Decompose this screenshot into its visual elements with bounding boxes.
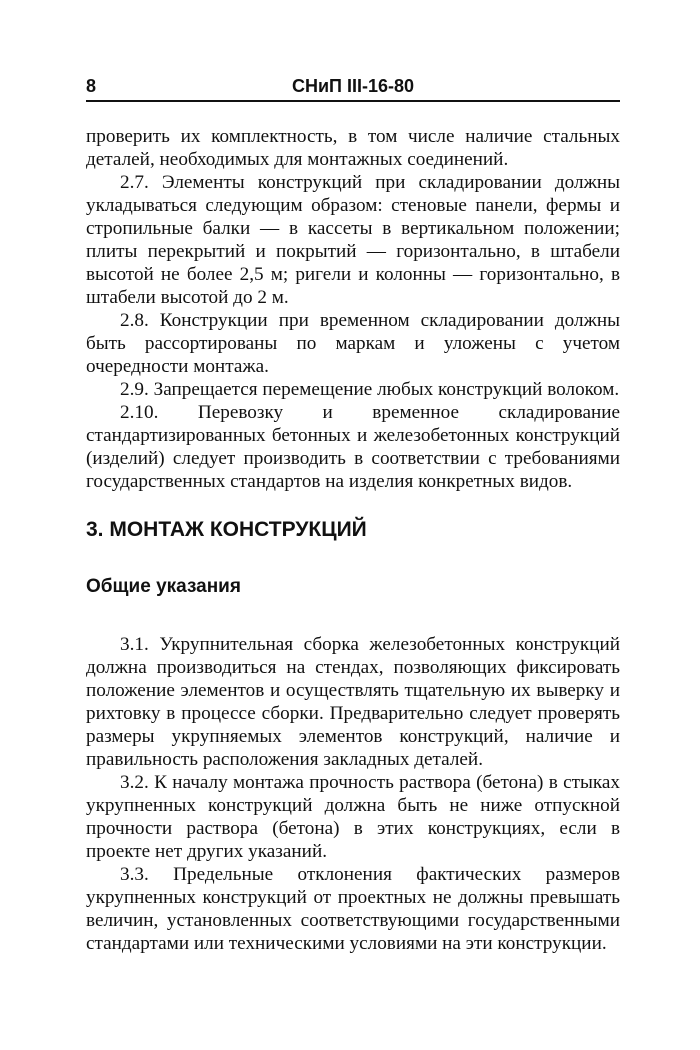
- paragraph-3-3: [86, 863, 620, 955]
- paragraph-text: Предельные отклонения фактических размеров укрупненных конструкций от проектных не должны превышать величин, установленных соответствующими государственными стандартами или техническими условиями на эти конструкции.: [86, 864, 621, 954]
- paragraph-number: 2.10.: [120, 402, 159, 423]
- paragraph-number: 2.8.: [120, 310, 149, 331]
- paragraph-2-8: [86, 309, 620, 378]
- paragraph-2-9: [86, 378, 620, 401]
- paragraph-2-7: [86, 171, 620, 309]
- section-title: 3. МОНТАЖ КОНСТРУКЦИЙ: [86, 518, 367, 541]
- page-header: [86, 76, 620, 102]
- paragraph-text: проверить их комплектность, в том числе наличие стальных деталей, необходимых для монтажных соединений.: [86, 126, 620, 170]
- page-number: 8: [86, 76, 97, 96]
- paragraph-text: К началу монтажа прочность раствора (бетона) в стыках укрупненных конструкций должна быть не ниже отпускной прочности раствора (бетона) в этих конструкциях, если в проекте нет других указаний.: [86, 772, 620, 862]
- paragraph-number: 2.7.: [120, 172, 149, 193]
- paragraph-2-10: [86, 401, 620, 493]
- subsection-title: Общие указания: [86, 576, 241, 597]
- paragraph-number: 3.3.: [120, 864, 149, 885]
- page-body: [86, 125, 620, 955]
- paragraph-number: 2.9.: [120, 379, 149, 400]
- paragraph-text: Элементы конструкций при складировании должны укладываться следующим образом: стеновые панели, фермы и стропильные балки — в кассеты в вертикальном положении; плиты перекрытий и покрытий — горизонтально, в штабели высотой не более 2,5 м; ригели и колонны — горизонтально, в штабели высотой до 2 м.: [86, 172, 620, 308]
- paragraph-3-1: [86, 633, 620, 771]
- paragraph-text: Укрупнительная сборка железобетонных конструкций должна производиться на стендах, позволяющих фиксировать положение элементов и осуществлять тщательную их выверку и рихтовку в процессе сборки. Предварительно следует проверять размеры укрупняемых элементов конструкций, наличие и правильность расположения закладных деталей.: [86, 634, 621, 770]
- document-code: СНиП III-16-80: [291, 76, 415, 96]
- paragraph-text: Запрещается перемещение любых конструкций волоком.: [153, 379, 620, 400]
- paragraph-number: 3.1.: [120, 634, 149, 655]
- paragraph-text: Конструкции при временном складировании должны быть рассортированы по маркам и уложены с учетом очередности монтажа.: [86, 310, 620, 377]
- paragraph-3-2: [86, 771, 620, 863]
- paragraph-text: Перевозку и временное складирование стандартизированных бетонных и железобетонных конструкций (изделий) следует производить в соответствии с требованиями государственных стандартов на изделия конкретных видов.: [86, 402, 621, 492]
- paragraph-continued: [86, 125, 620, 171]
- paragraph-number: 3.2.: [120, 772, 149, 793]
